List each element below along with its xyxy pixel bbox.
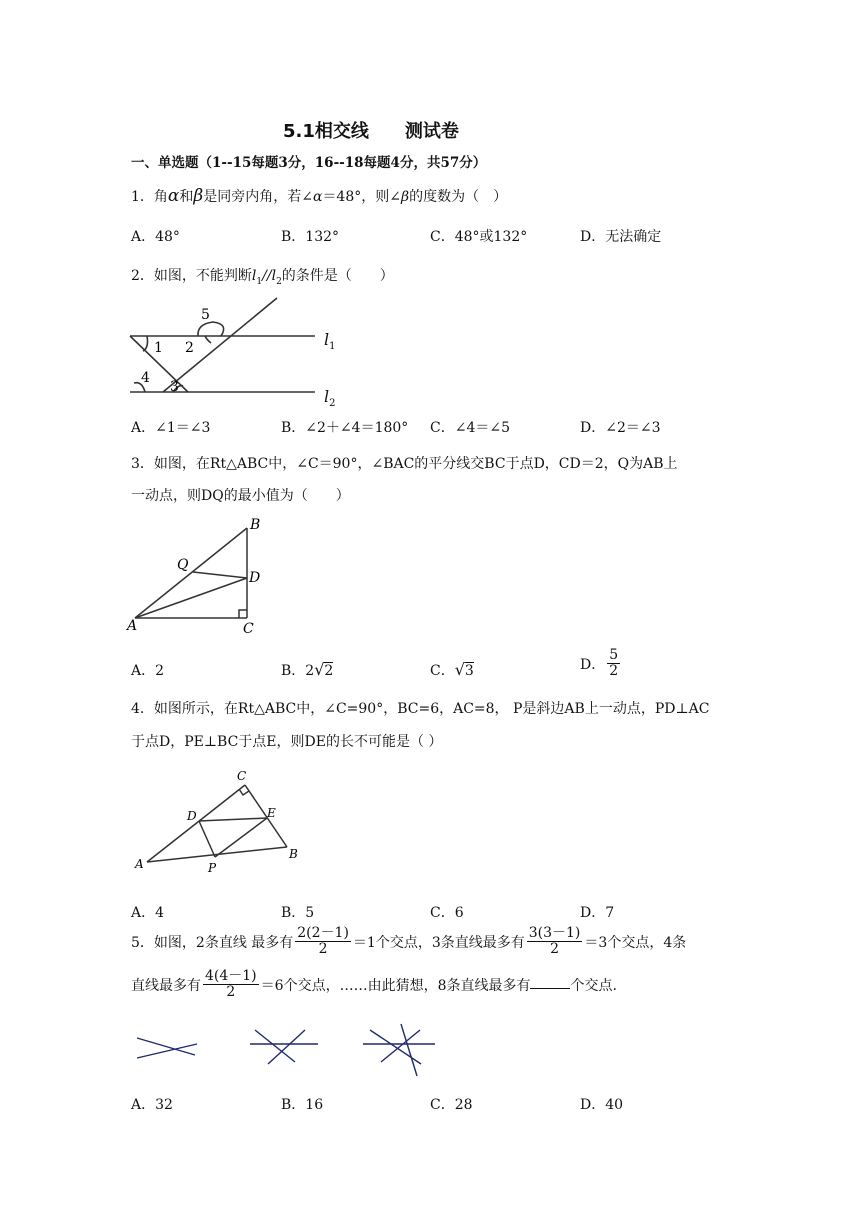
four-lines-c [381,1030,420,1062]
answer-blank[interactable] [530,988,570,989]
label-a: A [127,618,138,634]
question-1: 1．角α和β是同旁内角，若∠α＝48°，则∠β的度数为（ ） [131,186,508,206]
segment-dq [193,572,247,578]
label-l2: $l_2$ [324,387,336,410]
q4-option-b[interactable]: B．5 [281,905,315,921]
q1-option-d[interactable]: D．无法确定 [580,229,662,245]
question-3-line1: 3．如图，在Rt△ABC中，∠C＝90°，∠BAC的平分线交BC于点D，CD＝2，Q为AB上 [131,456,678,472]
q5-option-d[interactable]: D．40 [580,1097,624,1113]
q5-option-a[interactable]: A．32 [131,1097,173,1113]
segment-pe [215,818,267,857]
q5-option-b[interactable]: B．16 [281,1097,324,1113]
label-b: B [289,847,298,861]
question-5-line1: 5．如图，2条直线 最多有 $\frac{2(2-1)}{2}$ ＝1个交点，3条直线最多有 $\frac{3(3-1)}{2}$ ＝3个交点，4条 [131,925,687,958]
label-2: 2 [185,340,194,356]
beta-symbol: β [193,186,204,206]
angle-2-arc [205,336,211,343]
question-4-line2: 于点D，PE⊥BC于点E，则DE的长不可能是（ ） [131,734,443,750]
four-lines-d [401,1024,417,1076]
label-e: E [267,806,276,820]
q3-option-a[interactable]: A．2 [131,663,165,679]
page-title: 5.1相交线 测试卷 [283,121,459,142]
segment-dp [199,821,215,857]
q2-figure [125,296,355,411]
side-ab [147,847,287,862]
q5-option-c[interactable]: C．28 [430,1097,473,1113]
side-ac [147,785,245,862]
bisector-ad [135,578,247,618]
q1-option-a[interactable]: A．48° [131,229,180,245]
label-c: C [237,769,247,783]
label-c: C [243,621,254,637]
question-5-line2: 直线最多有 $\frac{4(4-1)}{2}$ ＝6个交点，……由此猜想，8条直线最多有 个交点. [131,968,617,1001]
q4-option-a[interactable]: A．4 [131,905,165,921]
q3-option-d[interactable]: D． $\frac{5}{2}$ [580,647,619,680]
label-3: 3 [170,379,179,395]
sqrt-sign: √ [314,660,325,679]
q3-option-c[interactable]: C．√3 [430,660,474,679]
right-angle-mark [239,610,247,618]
label-1: 1 [154,340,163,356]
label-q: Q [177,557,189,573]
angle-5-arc [198,322,224,336]
label-d: D [187,809,197,823]
q5-figure [125,1022,455,1080]
q1-option-b[interactable]: B．132° [281,229,340,245]
q4-figure [125,764,315,879]
section-heading: 一、单选题（1--15每题3分，16--18每题4分，共57分） [131,155,487,171]
label-a: A [135,857,144,871]
transversal-right [163,298,277,392]
q1-option-c[interactable]: C．48°或132° [430,229,528,245]
label-b: B [250,517,261,533]
side-ab [135,528,247,618]
label-d: D [249,570,261,586]
q2-option-b[interactable]: B．∠2＋∠4＝180° [281,420,409,436]
alpha-symbol: α [167,186,180,206]
segment-de [199,818,267,821]
q2-option-c[interactable]: C．∠4＝∠5 [430,420,510,436]
label-l1: $l_1$ [324,330,336,353]
label-p: P [208,861,217,875]
q2-option-d[interactable]: D．∠2＝∠3 [580,420,661,436]
label-4: 4 [141,370,150,386]
question-4-line1: 4．如图所示，在Rt△ABC中，∠C=90°，BC=6，AC=8， P是斜边AB上一动点，PD⊥AC [131,701,710,717]
three-lines-c [268,1030,305,1064]
question-2: 2．如图，不能判断$l_1//l_2$的条件是（ ） [131,268,394,287]
label-5: 5 [201,307,210,323]
q3-option-b[interactable]: B．2√2 [281,660,334,679]
q1-text: 1．角 [131,189,168,205]
side-bc [245,785,287,847]
question-3-line2: 一动点，则DQ的最小值为（ ） [131,488,350,504]
q4-option-c[interactable]: C．6 [430,905,464,921]
q2-option-a[interactable]: A．∠1＝∠3 [131,420,211,436]
sqrt-sign: √ [454,660,465,679]
q4-option-d[interactable]: D．7 [580,905,615,921]
q3-figure [125,512,275,637]
